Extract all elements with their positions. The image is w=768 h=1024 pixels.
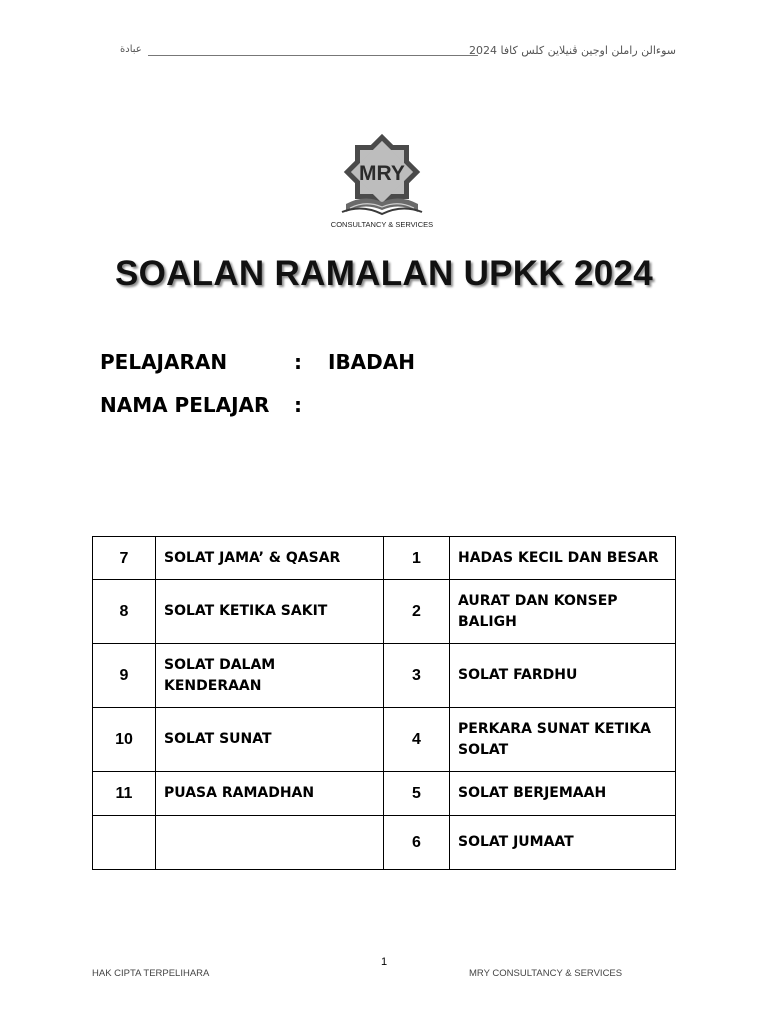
- topic-number: 11: [93, 772, 156, 816]
- table-row: [93, 644, 676, 708]
- topic-name: SOLAT KETIKA SAKIT: [156, 580, 384, 644]
- topic-number: [93, 816, 156, 870]
- table-row: [93, 580, 676, 644]
- header-subject-text: عبادة: [120, 44, 142, 55]
- topic-number: 3: [384, 644, 450, 708]
- topic-number: 7: [93, 537, 156, 580]
- header-rule: [148, 55, 478, 56]
- subject-label: PELAJARAN: [100, 350, 228, 374]
- student-name-label: NAMA PELAJAR: [100, 393, 270, 417]
- topic-number: 9: [93, 644, 156, 708]
- page-title: SOALAN RAMALAN UPKK 2024: [114, 254, 654, 293]
- topic-name: SOLAT JAMA’ & QASAR: [156, 537, 384, 580]
- topic-name: SOLAT FARDHU: [450, 644, 676, 708]
- topic-number: 6: [384, 816, 450, 870]
- topic-number: 1: [384, 537, 450, 580]
- page-header: [120, 44, 676, 64]
- topic-name: PUASA RAMADHAN: [156, 772, 384, 816]
- table-row: [93, 772, 676, 816]
- table-row: [93, 708, 676, 772]
- topics-table: [92, 536, 676, 870]
- topic-name: SOLAT JUMAAT: [450, 816, 676, 870]
- topic-number: 4: [384, 708, 450, 772]
- topic-number: 2: [384, 580, 450, 644]
- topic-name: SOLAT DALAM KENDERAAN: [156, 644, 384, 708]
- topic-number: 10: [93, 708, 156, 772]
- student-name-colon: :: [294, 393, 302, 417]
- header-title-text: سوءالن راملن اوجين ڤنيلاين كلس كافا 2024: [469, 44, 676, 57]
- topic-name: HADAS KECIL DAN BESAR: [450, 537, 676, 580]
- topic-number: 8: [93, 580, 156, 644]
- topic-name: [156, 816, 384, 870]
- topic-name: SOLAT SUNAT: [156, 708, 384, 772]
- topic-name: SOLAT BERJEMAAH: [450, 772, 676, 816]
- mry-logo: [320, 128, 444, 234]
- topic-name: PERKARA SUNAT KETIKA SOLAT: [450, 708, 676, 772]
- logo-mark-text: MRY: [359, 162, 405, 185]
- topic-name: AURAT DAN KONSEP BALIGH: [450, 580, 676, 644]
- page-number: 1: [380, 956, 388, 968]
- table-row: [93, 537, 676, 580]
- footer-copyright: HAK CIPTA TERPELIHARA: [92, 968, 210, 979]
- subject-value: IBADAH: [328, 350, 415, 374]
- footer-company: MRY CONSULTANCY & SERVICES: [469, 968, 623, 979]
- table-row: [93, 816, 676, 870]
- topic-number: 5: [384, 772, 450, 816]
- subject-colon: :: [294, 350, 302, 374]
- logo-tagline: CONSULTANCY & SERVICES: [330, 220, 434, 229]
